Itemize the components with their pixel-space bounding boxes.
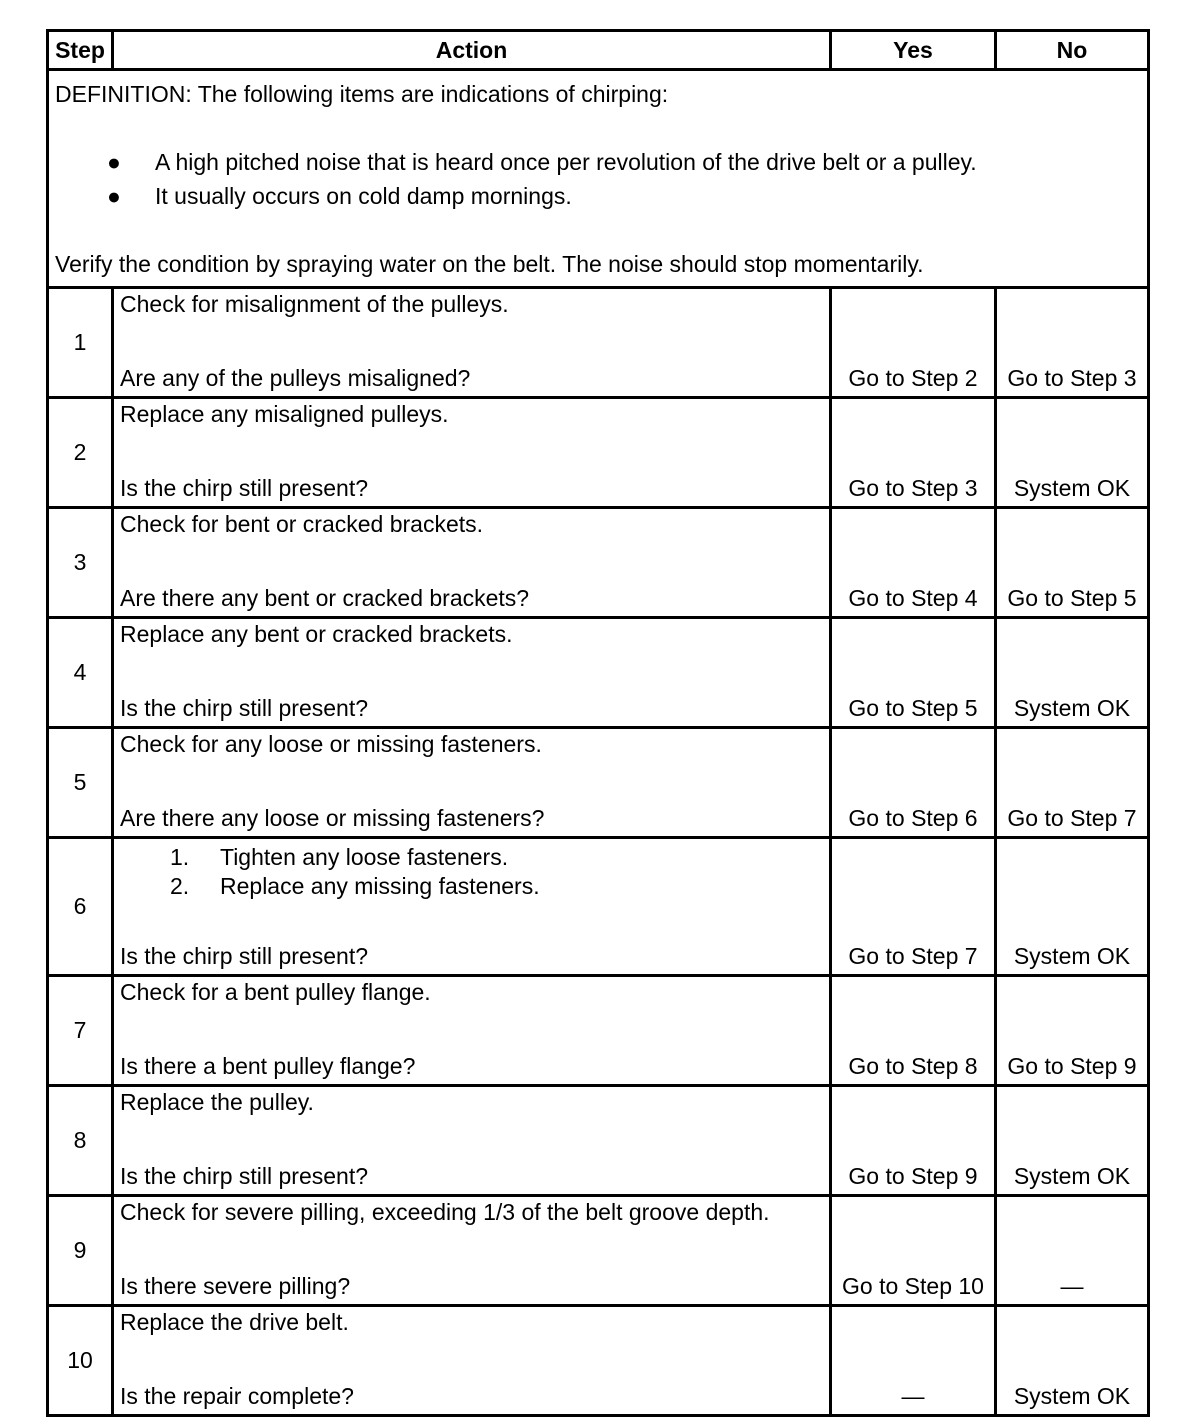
step-row bbox=[48, 728, 1149, 838]
step-no: Go to Step 3 bbox=[996, 288, 1149, 398]
step-row bbox=[48, 508, 1149, 618]
header-row bbox=[48, 31, 1149, 70]
step-number: 2 bbox=[48, 398, 113, 508]
step-action: Check for bent or cracked brackets. bbox=[120, 511, 484, 537]
step-no: Go to Step 7 bbox=[996, 728, 1149, 838]
definition-verify: Verify the condition by spraying water on the belt. The noise should stop momentarily. bbox=[55, 251, 924, 277]
step-number: 1 bbox=[48, 288, 113, 398]
step-action-cell bbox=[113, 1196, 831, 1306]
step-question: Are there any bent or cracked brackets? bbox=[120, 585, 530, 611]
step-question: Is the chirp still present? bbox=[120, 475, 369, 501]
step-row bbox=[48, 398, 1149, 508]
step-yes: Go to Step 5 bbox=[831, 618, 996, 728]
step-row bbox=[48, 1086, 1149, 1196]
header-step: Step bbox=[48, 31, 113, 70]
step-no: Go to Step 9 bbox=[996, 976, 1149, 1086]
step-action-cell bbox=[113, 1306, 831, 1416]
definition-intro: DEFINITION: The following items are indications of chirping: bbox=[55, 81, 669, 107]
bullet-icon: ● bbox=[107, 183, 121, 209]
diagnostic-table bbox=[46, 29, 1150, 1417]
step-number: 5 bbox=[48, 728, 113, 838]
substep-item: 1. Tighten any loose fasteners. bbox=[170, 844, 509, 870]
step-question: Are there any loose or missing fasteners? bbox=[120, 805, 545, 831]
step-number: 4 bbox=[48, 618, 113, 728]
step-yes: Go to Step 2 bbox=[831, 288, 996, 398]
step-action: Replace the drive belt. bbox=[120, 1309, 349, 1335]
step-action: Check for severe pilling, exceeding 1/3 of the belt groove depth. bbox=[120, 1199, 770, 1225]
step-row bbox=[48, 1306, 1149, 1416]
step-yes: Go to Step 9 bbox=[831, 1086, 996, 1196]
step-question: Is the chirp still present? bbox=[120, 695, 369, 721]
step-action: Check for misalignment of the pulleys. bbox=[120, 291, 509, 317]
step-action-cell bbox=[113, 288, 831, 398]
step-action: Replace the pulley. bbox=[120, 1089, 314, 1115]
step-number: 6 bbox=[48, 838, 113, 976]
step-question: Is the chirp still present? bbox=[120, 943, 369, 969]
step-yes: Go to Step 6 bbox=[831, 728, 996, 838]
step-no: — bbox=[996, 1196, 1149, 1306]
step-row bbox=[48, 1196, 1149, 1306]
substep-number: 1. bbox=[170, 844, 190, 870]
step-action: Replace any bent or cracked brackets. bbox=[120, 621, 513, 647]
step-number: 3 bbox=[48, 508, 113, 618]
step-no: System OK bbox=[996, 618, 1149, 728]
definition-row bbox=[48, 70, 1149, 288]
bullet-icon: ● bbox=[107, 149, 121, 175]
header-no: No bbox=[996, 31, 1149, 70]
step-question: Are any of the pulleys misaligned? bbox=[120, 365, 471, 391]
step-row bbox=[48, 838, 1149, 976]
step-no: System OK bbox=[996, 398, 1149, 508]
step-number: 8 bbox=[48, 1086, 113, 1196]
step-action: Replace any misaligned pulleys. bbox=[120, 401, 449, 427]
step-row bbox=[48, 618, 1149, 728]
step-number: 10 bbox=[48, 1306, 113, 1416]
step-yes: Go to Step 4 bbox=[831, 508, 996, 618]
definition-cell bbox=[48, 70, 1149, 288]
step-action-cell bbox=[113, 976, 831, 1086]
step-row bbox=[48, 288, 1149, 398]
substep-list bbox=[120, 843, 823, 901]
step-yes: Go to Step 8 bbox=[831, 976, 996, 1086]
step-no: System OK bbox=[996, 838, 1149, 976]
step-yes: Go to Step 10 bbox=[831, 1196, 996, 1306]
step-action-cell bbox=[113, 838, 831, 976]
step-row bbox=[48, 976, 1149, 1086]
definition-bullet: ● It usually occurs on cold damp mornings. bbox=[55, 179, 1141, 213]
step-question: Is there severe pilling? bbox=[120, 1273, 351, 1299]
header-action: Action bbox=[113, 31, 831, 70]
definition-list bbox=[55, 145, 1141, 213]
definition-bullet: ● A high pitched noise that is heard once per revolution of the drive belt or a pulley. bbox=[55, 145, 1141, 179]
step-action: Check for a bent pulley flange. bbox=[120, 979, 431, 1005]
step-question: Is there a bent pulley flange? bbox=[120, 1053, 416, 1079]
step-action-cell bbox=[113, 398, 831, 508]
substep-number: 2. bbox=[170, 873, 190, 899]
step-yes: Go to Step 7 bbox=[831, 838, 996, 976]
step-no: Go to Step 5 bbox=[996, 508, 1149, 618]
step-number: 9 bbox=[48, 1196, 113, 1306]
step-no: System OK bbox=[996, 1306, 1149, 1416]
step-action-cell bbox=[113, 728, 831, 838]
substep-item: 2. Replace any missing fasteners. bbox=[170, 873, 540, 899]
step-action-cell bbox=[113, 618, 831, 728]
step-number: 7 bbox=[48, 976, 113, 1086]
step-yes: Go to Step 3 bbox=[831, 398, 996, 508]
step-yes: — bbox=[831, 1306, 996, 1416]
step-question: Is the repair complete? bbox=[120, 1383, 354, 1409]
step-action-cell bbox=[113, 508, 831, 618]
step-action-cell bbox=[113, 1086, 831, 1196]
header-yes: Yes bbox=[831, 31, 996, 70]
step-action: Check for any loose or missing fasteners. bbox=[120, 731, 542, 757]
step-no: System OK bbox=[996, 1086, 1149, 1196]
step-question: Is the chirp still present? bbox=[120, 1163, 369, 1189]
